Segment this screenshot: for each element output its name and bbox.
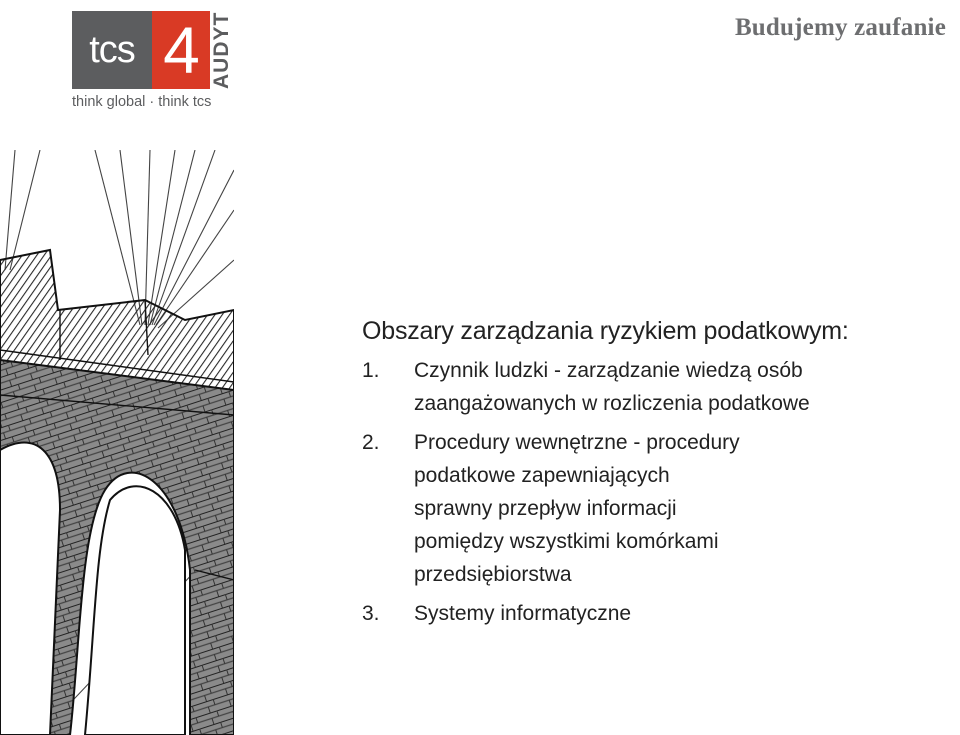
list-item-text	[414, 426, 960, 591]
slogan: Budujemy zaufanie	[734, 14, 946, 41]
list-item	[362, 597, 960, 630]
list-item-text	[414, 597, 960, 630]
line: pomiędzy wszystkimi komórkami	[414, 530, 719, 553]
content-area	[362, 317, 960, 636]
section-heading: Obszary zarządzania ryzykiem podatkowym:	[362, 317, 849, 345]
list-item-number: 2.	[362, 431, 380, 454]
line: Systemy informatyczne	[414, 602, 632, 625]
list-item-number: 3.	[362, 602, 380, 625]
logo-audyt-text: AUDYT	[210, 11, 233, 89]
logo-tcs-block: tcs	[72, 11, 152, 89]
logo-tagline: think global · think tcs	[72, 94, 212, 110]
bridge-sketch-icon	[0, 150, 234, 735]
list-item-number: 1.	[362, 359, 380, 382]
line: przedsiębiorstwa	[414, 563, 572, 586]
line: zaangażowanych w rozliczenia podatkowe	[414, 392, 810, 415]
list-item-text	[414, 354, 960, 420]
line: Procedury wewnętrzne - procedury	[414, 431, 740, 454]
risk-areas-list	[362, 354, 960, 630]
list-item	[362, 354, 960, 420]
line: podatkowe zapewniających	[414, 464, 670, 487]
company-logo	[72, 8, 242, 118]
line: sprawny przepływ informacji	[414, 497, 677, 520]
line: Czynnik ludzki - zarządzanie wiedzą osób	[414, 359, 803, 382]
list-item	[362, 426, 960, 591]
logo-digit-block: 4	[152, 11, 210, 89]
